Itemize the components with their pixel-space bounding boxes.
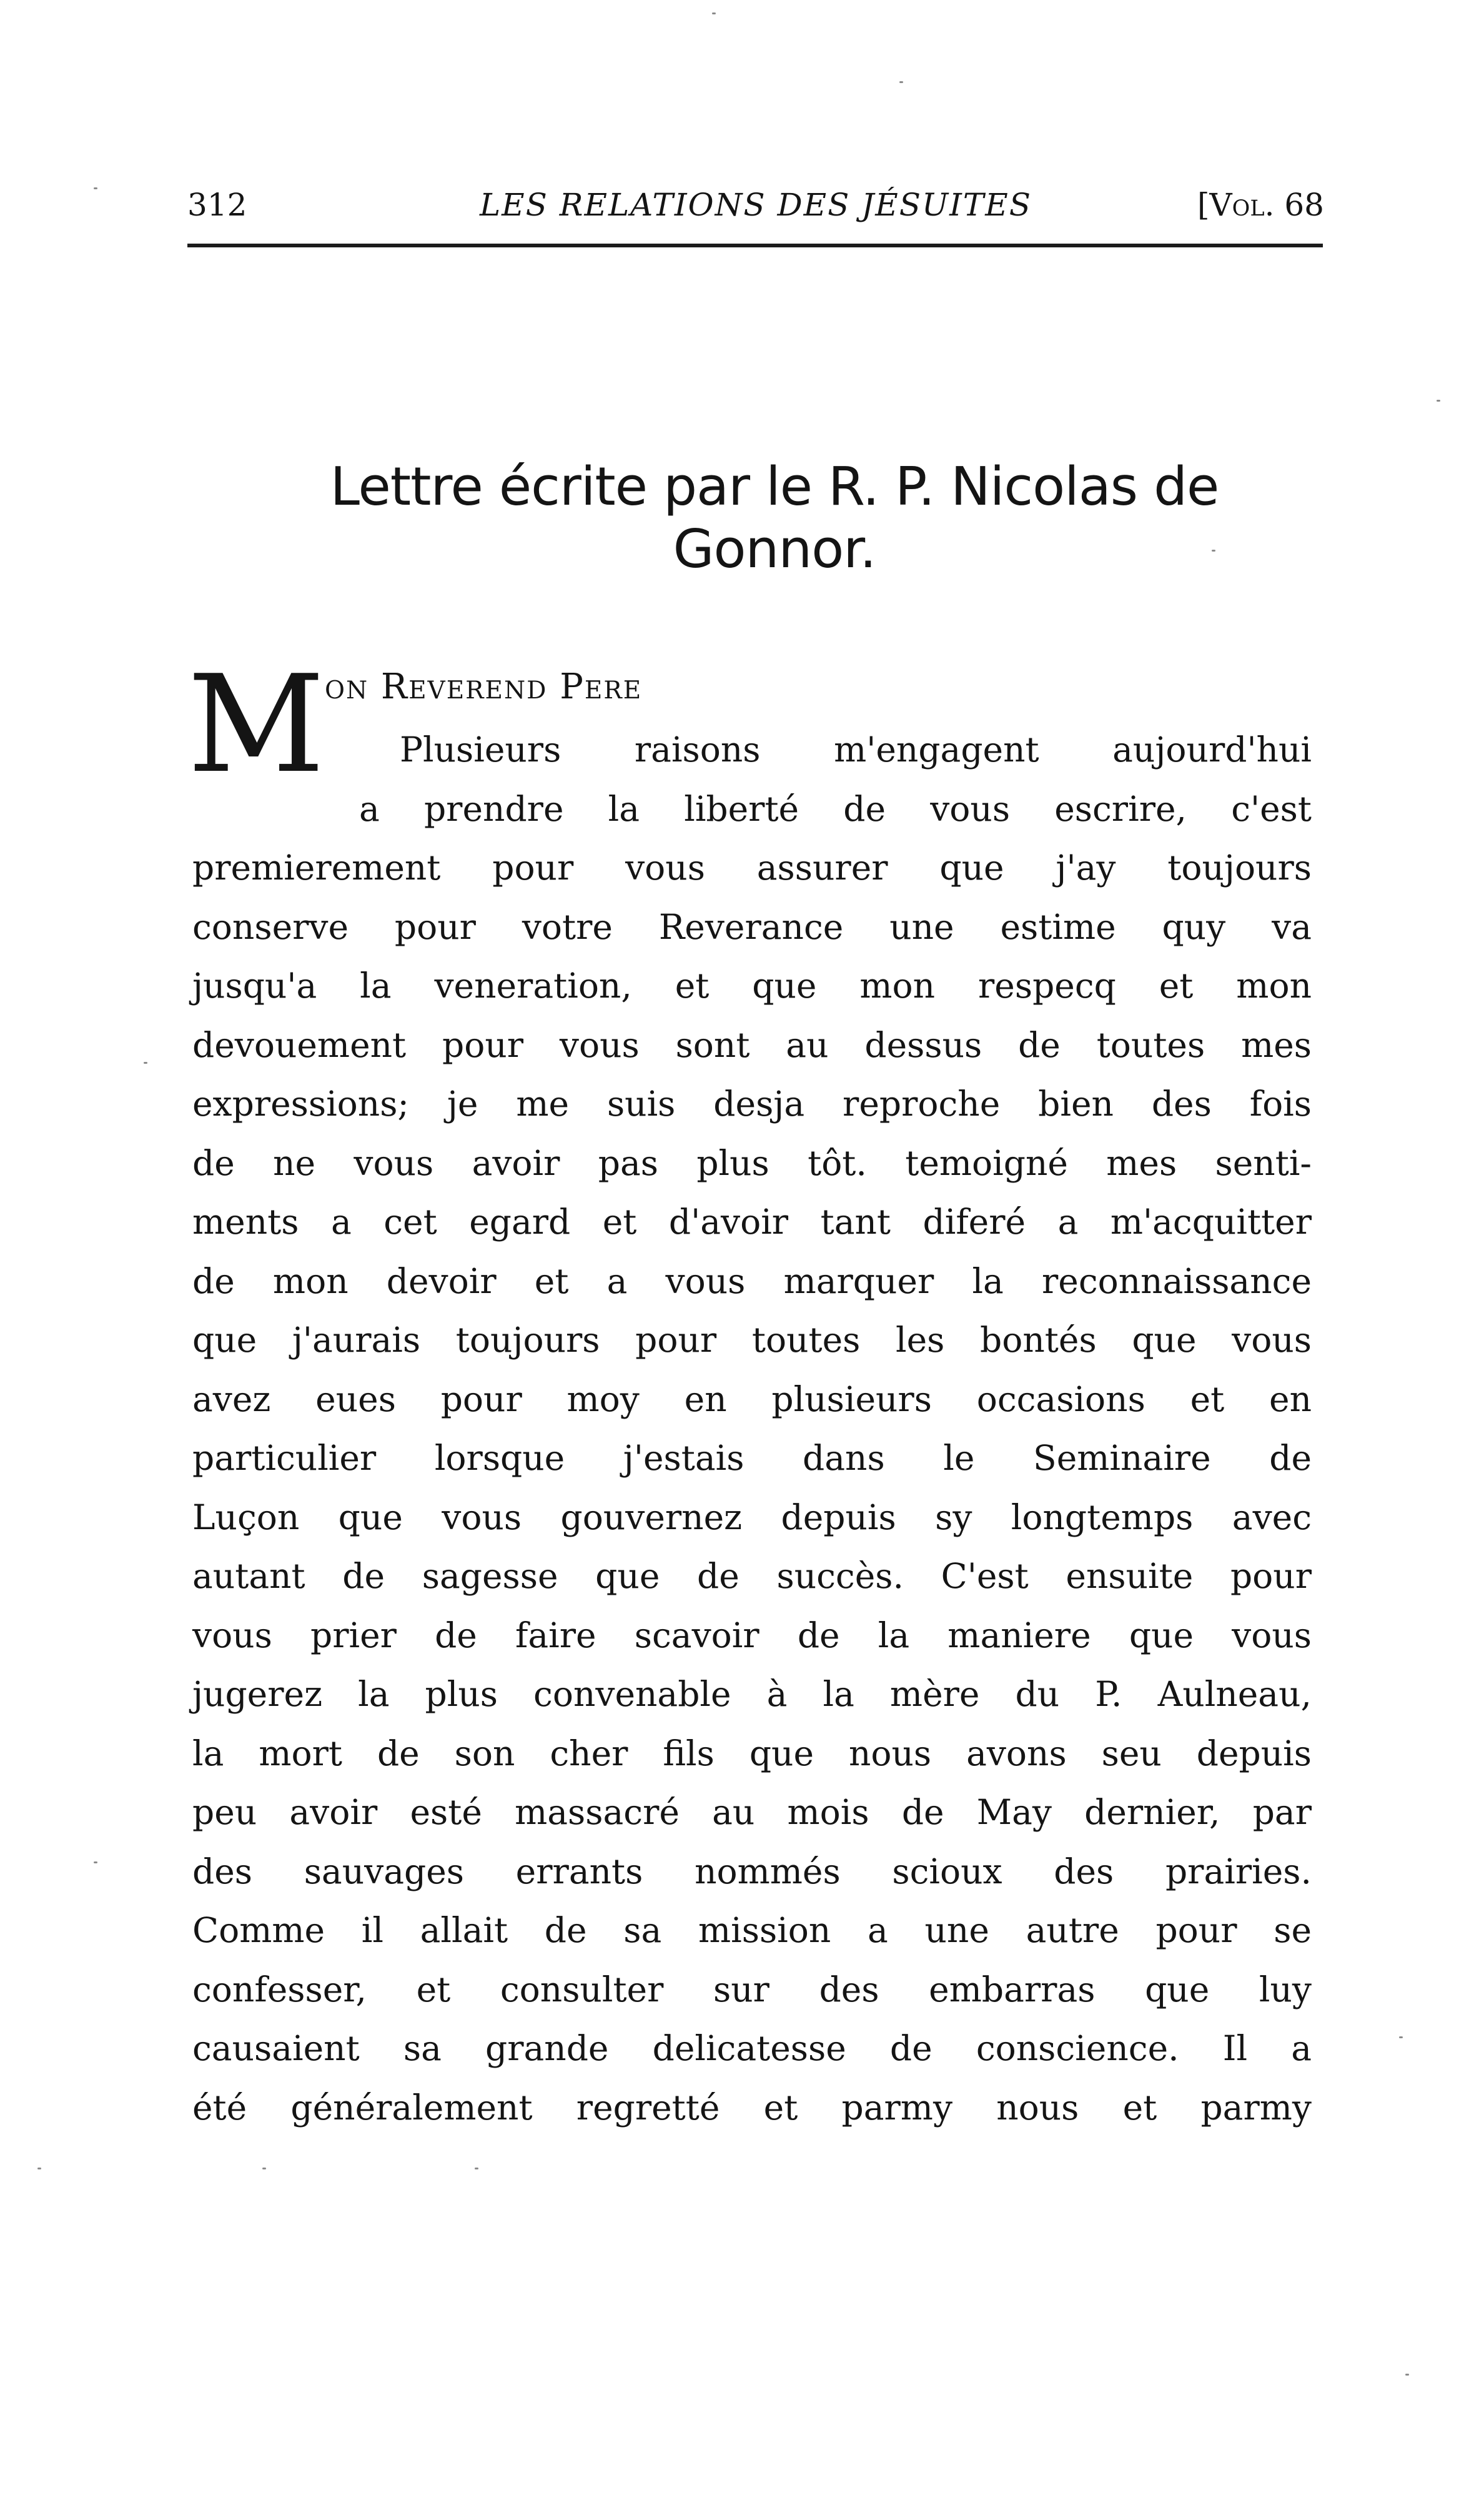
drop-cap: M (187, 646, 325, 803)
body-line: confesser, et consulter sur des embarras que luy (192, 1970, 1312, 2010)
body-line: vous prier de faire scavoir de la maniere que vous (192, 1615, 1312, 1655)
body-line: conserve pour votre Reverance une estime quy va (192, 907, 1312, 947)
body-line: des sauvages errants nommés scioux des prairies. (192, 1851, 1312, 1891)
scan-speck (1399, 2036, 1403, 2038)
body-line: avez eues pour moy en plusieurs occasions et en (192, 1379, 1312, 1419)
scan-speck (94, 187, 97, 189)
scan-speck (1437, 400, 1440, 402)
body-line: été généralement regretté et parmy nous et parmy (192, 2088, 1312, 2128)
body-line: expressions; je me suis desja reproche bien des fois (192, 1084, 1312, 1124)
body-line: a prendre la liberté de vous escrire, c'est (359, 789, 1312, 829)
body-line: la mort de son cher fils que nous avons seu depuis (192, 1733, 1312, 1773)
body-line: jugerez la plus convenable à la mère du P. Aulneau, (192, 1674, 1312, 1714)
scan-speck (475, 2168, 478, 2169)
scan-speck (1212, 550, 1215, 552)
body-line: Plusieurs raisons m'engagent aujourd'hui (400, 730, 1312, 770)
scan-speck (712, 12, 716, 14)
page-number: 312 (187, 187, 247, 223)
body-line: de mon devoir et a vous marquer la reconnaissance (192, 1261, 1312, 1301)
scan-speck (144, 1062, 147, 1064)
scan-speck (262, 2168, 266, 2169)
salutation: on Reverend Pere (325, 667, 643, 707)
running-title: LES RELATIONS DES JÉSUITES (479, 187, 1032, 223)
body-line: jusqu'a la veneration, et que mon respecq et mon (192, 966, 1312, 1006)
body-line: autant de sagesse que de succès. C'est ensuite pour (192, 1556, 1312, 1596)
letter-title-line-1: Lettre écrite par le R. P. Nicolas de (330, 456, 1219, 518)
body-line: particulier lorsque j'estais dans le Seminaire de (192, 1438, 1312, 1478)
body-line: Comme il allait de sa mission a une autre pour se (192, 1910, 1312, 1950)
scan-speck (37, 2168, 41, 2169)
body-line: causaient sa grande delicatesse de conscience. Il a (192, 2028, 1312, 2068)
body-line: de ne vous avoir pas plus tôt. temoigné mes senti- (192, 1143, 1312, 1183)
body-line: que j'aurais toujours pour toutes les bontés que vous (192, 1320, 1312, 1360)
body-line: ments a cet egard et d'avoir tant diferé a m'acquitter (192, 1202, 1312, 1242)
scan-speck (94, 1861, 97, 1863)
scan-speck (899, 81, 903, 83)
body-line: devouement pour vous sont au dessus de toutes mes (192, 1025, 1312, 1065)
body-line: premierement pour vous assurer que j'ay toujours (192, 848, 1312, 888)
body-line: peu avoir esté massacré au mois de May dernier, par (192, 1792, 1312, 1832)
volume-label: [Vol. 68 (1197, 187, 1324, 223)
scan-speck (1405, 2374, 1409, 2376)
letter-title-line-2: Gonnor. (673, 518, 876, 580)
body-line: Luçon que vous gouvernez depuis sy longtemps avec (192, 1497, 1312, 1537)
